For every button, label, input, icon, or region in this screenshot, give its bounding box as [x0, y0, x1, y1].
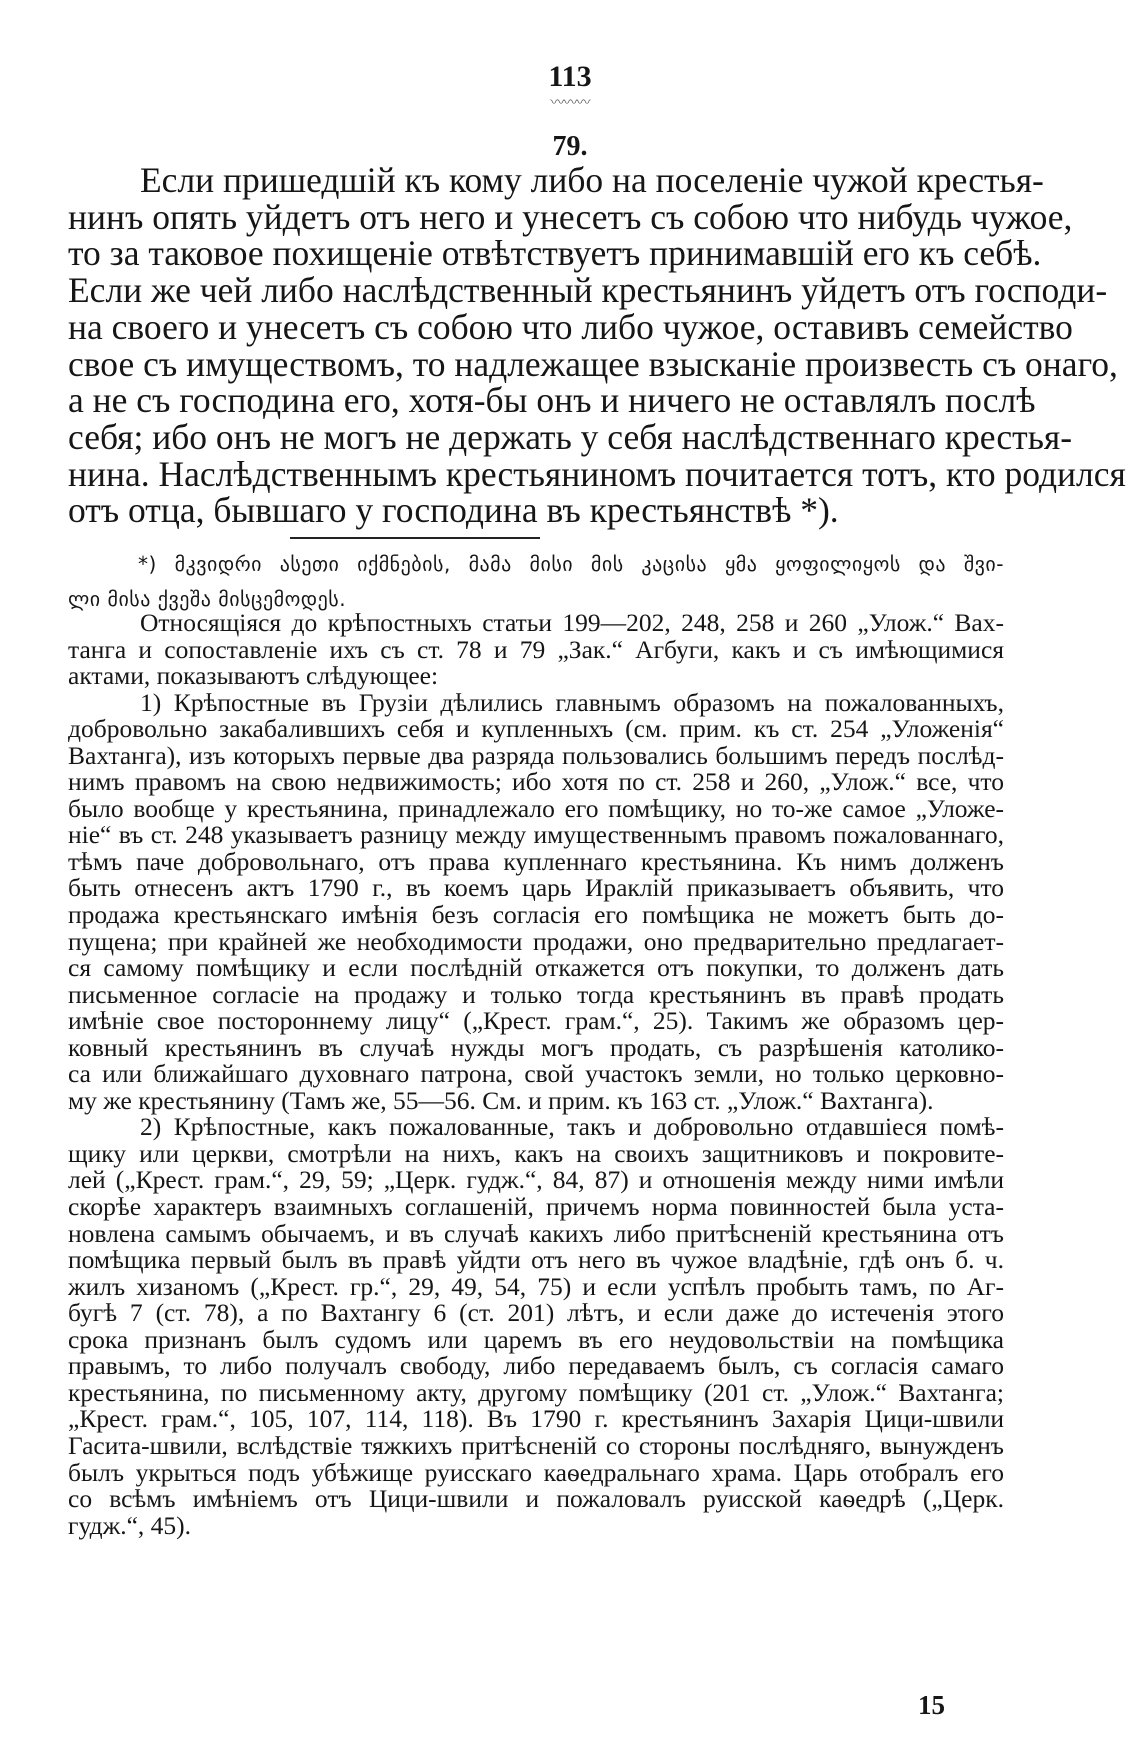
footnote-georgian — [68, 547, 1004, 617]
note-line: помѣщика первый былъ въ правѣ уйдти отъ него въ чужое владѣніе, гдѣ онъ б. ч. — [68, 1245, 1004, 1275]
note-line: быть отнесенъ актъ 1790 г., въ коемъ царь Ираклій приказываетъ объявить, что — [68, 873, 1004, 903]
article-number: 79. — [552, 131, 588, 162]
article-line: свое съ имуществомъ, то надлежащее взысканіе произвесть съ онаго, — [68, 343, 1118, 384]
note-line: правымъ, то либо получалъ свободу, либо передаваемъ былъ, съ согласія самаго — [68, 1351, 1004, 1381]
note-line: имѣніе свое постороннему лицу“ („Крест. грам.“, 25). Такимъ же образомъ цер- — [68, 1006, 1004, 1036]
article-line: Если пришедшій къ кому либо на поселеніе чужой крестья- — [140, 160, 1044, 200]
note-line: пущена; при крайней же необходимости продажи, оно предварительно предлагает- — [68, 926, 1004, 956]
note-line: со всѣмъ имѣніемъ отъ Цици-швили и пожаловалъ руисской каѳедрѣ („Церк. — [68, 1484, 1004, 1514]
note-line: са или ближайшаго духовнаго патрона, свой участокъ земли, но только церковно- — [68, 1059, 1004, 1089]
note-line: актами, показываютъ слѣдующее: — [68, 661, 439, 691]
note-line: му же крестьянину (Тамъ же, 55—56. См. и прим. къ 163 ст. „Улож.“ Вахтанга). — [68, 1085, 934, 1115]
note-line: лей („Крест. грам.“, 29, 59; „Церк. гудж.“, 84, 87) и отношенія между ними имѣли — [68, 1165, 1004, 1195]
note-line: крестьянина, по письменному акту, другому помѣщику (201 ст. „Улож.“ Вахтанга; — [68, 1377, 1004, 1407]
note-line: бугѣ 7 (ст. 78), а по Вахтангу 6 (ст. 201) лѣтъ, и если даже до истеченія этого — [68, 1298, 1004, 1328]
note-line: нимъ правомъ на свою недвижимость; ибо хотя по ст. 258 и 260, „Улож.“ все, что — [68, 767, 1004, 797]
note-line: ніе“ въ ст. 248 указываетъ разницу между имущественнымъ правомъ пожалованнаго, — [68, 820, 1004, 850]
note-line: срока признанъ былъ судомъ или царемъ въ его неудовольствіи на помѣщика — [68, 1324, 1004, 1354]
article-line: нина. Наслѣдственнымъ крестьяниномъ почитается тотъ, кто родился — [68, 453, 1126, 494]
article-line: отъ отца, бывшаго у господина въ крестьянствѣ *). — [68, 490, 839, 531]
note-line: добровольно закабалившихъ себя и купленныхъ (см. прим. къ ст. 254 „Уложенія“ — [68, 714, 1004, 744]
note-line: 2) Крѣпостные, какъ пожалованные, такъ и добровольно отдавшіеся помѣ- — [140, 1112, 1004, 1142]
article-line: то за таковое похищеніе отвѣтствуетъ принимавшій его къ себѣ. — [68, 233, 1042, 274]
page-number: 113 — [548, 60, 592, 93]
note-line: новлена самымъ обычаемъ, и въ случаѣ какихъ либо притѣсненій крестьянина отъ — [68, 1218, 1004, 1248]
note-line: танга и сопоставленіе ихъ съ ст. 78 и 79 „Зак.“ Агбуги, какъ и съ имѣющимися — [68, 634, 1004, 664]
article-line: себя; ибо онъ не могъ не держать у себя наслѣдственнаго крестья- — [68, 416, 1073, 457]
page-number-ornament: 〰〰〰 — [550, 95, 590, 111]
article-text — [68, 160, 1126, 531]
footnote-commentary — [68, 610, 1004, 1539]
note-line: ковный крестьянинъ въ случаѣ нужды могъ продать, съ разрѣшенія католико- — [68, 1032, 1004, 1062]
note-line: Гасита-швили, вслѣдствіе тяжкихъ притѣсненій со стороны послѣдняго, вынужденъ — [68, 1430, 1004, 1460]
note-line: щику или церкви, смотрѣли на нихъ, какъ на своихъ защитниковъ и покровите- — [68, 1138, 1004, 1168]
footnote-divider — [290, 537, 540, 539]
note-line: ся самому помѣщику и если послѣдній откажется отъ покупки, то долженъ дать — [68, 953, 1004, 983]
note-line: продажа крестьянскаго имѣнія безъ согласія его помѣщика не можетъ быть до- — [68, 900, 1004, 930]
georgian-line: *) მკვიდრი ასეთი იქმნების, მამა მისი მის კაცისა ყმა ყოფილიყოს და შვი- — [138, 552, 1004, 576]
note-line: Относящіяся до крѣпостныхъ статьи 199—202, 248, 258 и 260 „Улож.“ Вах- — [140, 608, 1004, 637]
article-line: а не съ господина его, хотя-бы онъ и ничего не оставлялъ послѣ — [68, 380, 1036, 421]
note-line: „Крест. грам.“, 105, 107, 114, 118). Въ 1790 г. крестьянинъ Захарія Цици-швили — [68, 1404, 1004, 1434]
article-line: на своего и унесетъ съ собою что либо чужое, оставивъ семейство — [68, 306, 1073, 347]
note-line: 1) Крѣпостные въ Грузіи дѣлились главнымъ образомъ на пожалованныхъ, — [140, 687, 1004, 717]
georgian-line: ლი მისა ქვეშა მისცემოდეს. — [68, 587, 347, 611]
article-line: Если же чей либо наслѣдственный крестьянинъ уйдетъ отъ господи- — [68, 270, 1108, 311]
signature-mark: 15 — [918, 1690, 945, 1720]
note-line: Вахтанга), изъ которыхъ первые два разряда пользовались большимъ передъ послѣд- — [68, 740, 1004, 770]
note-line: гудж.“, 45). — [68, 1510, 192, 1540]
article-line: нинъ опять уйдетъ отъ него и унесетъ съ собою что нибудь чужое, — [68, 196, 1073, 237]
note-line: былъ укрыться подъ убѣжище руисскаго каѳедральнаго храма. Царь отобралъ его — [68, 1457, 1004, 1487]
note-line: тѣмъ паче добровольнаго, отъ права купленнаго крестьянина. Къ нимъ долженъ — [68, 846, 1004, 876]
note-line: письменное согласіе на продажу и только тогда крестьянинъ въ правѣ продать — [68, 979, 1004, 1009]
note-line: жилъ хизаномъ („Крест. гр.“, 29, 49, 54, 75) и если успѣлъ пробыть тамъ, по Аг- — [68, 1271, 1004, 1301]
note-line: было вообще у крестьянина, принадлежало его помѣщику, но то-же самое „Уложе- — [68, 793, 1004, 823]
note-line: скорѣе характеръ взаимныхъ соглашеній, причемъ норма повинностей была уста- — [68, 1192, 1004, 1222]
